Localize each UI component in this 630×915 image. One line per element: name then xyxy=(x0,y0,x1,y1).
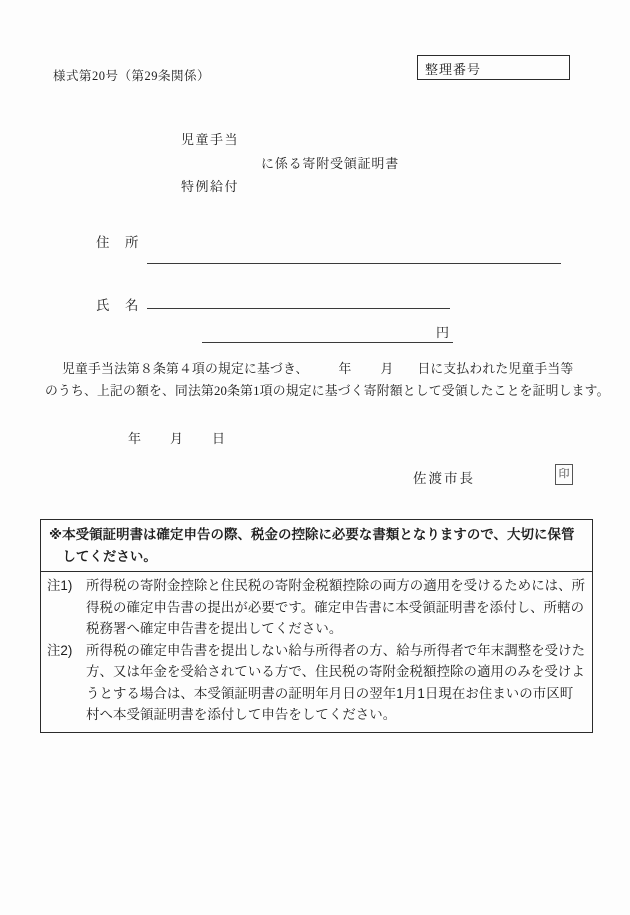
currency-unit-label: 円 xyxy=(435,325,449,340)
notes-box xyxy=(40,519,593,733)
date-month-label: 月 xyxy=(170,431,184,446)
certification-paragraph xyxy=(45,358,610,402)
note-2-text: 所得税の確定申告書を提出しない給与所得者の方、給与所得者で年末調整を受けた方、又は年金を受給されている方で、住民税の寄附金税額控除の適用のみを受けようとする場合は、本受領証明書の証明年月日の翌年1月1日現在お住まいの市区町村へ本受領証明書を添付して申告をしてください。 xyxy=(86,642,586,722)
seal-mark: 印 xyxy=(555,464,573,485)
date-day-label: 日 xyxy=(212,431,226,446)
name-blank-line xyxy=(147,288,450,309)
reference-number-label: 整理番号 xyxy=(425,62,482,77)
address-blank-line xyxy=(147,243,561,264)
body-month-label: 月 xyxy=(380,362,394,376)
note-item-2 xyxy=(47,640,586,726)
note-1-label: 注1) xyxy=(47,578,73,593)
note-2-label: 注2) xyxy=(47,642,73,658)
name-label: 氏 名 xyxy=(96,298,140,313)
address-label: 住 所 xyxy=(96,235,140,250)
date-year-label: 年 xyxy=(128,431,142,446)
issue-date-line xyxy=(128,428,225,447)
reference-number-box xyxy=(417,55,570,80)
body-year-label: 年 xyxy=(338,362,352,376)
note-1-text: 所得税の寄附金控除と住民税の寄附金税額控除の両方の適用を受けるためには、所得税の確定申告書の提出が必要です。確定申告書に本受領証明書を添付し、所轄の税務署へ確定申告書を提出してください。 xyxy=(86,578,586,636)
body-line1-pre: 児童手当法第８条第４項の規定に基づき、 xyxy=(62,362,309,376)
body-line1-post: 日に支払われた児童手当等 xyxy=(417,362,574,376)
issuer-name: 佐渡市長 xyxy=(413,471,475,486)
amount-blank-line xyxy=(202,323,453,343)
title-certificate-suffix: に係る寄附受領証明書 xyxy=(261,156,400,171)
certification-line1 xyxy=(62,358,597,380)
important-note: ※本受領証明書は確定申告の際、税金の控除に必要な書類となりますので、大切に保管してください。 xyxy=(41,520,592,572)
form-number: 様式第20号（第29条関係） xyxy=(53,69,211,83)
note-item-1 xyxy=(47,575,586,640)
title-alternative-special-benefit: 特例給付 xyxy=(181,179,240,194)
notes-list xyxy=(41,572,592,732)
title-alternative-child-allowance: 児童手当 xyxy=(181,132,240,147)
certification-line2: のうち、上記の額を、同法第20条第1項の規定に基づく寄附額として受領したことを証明します。 xyxy=(45,384,610,398)
